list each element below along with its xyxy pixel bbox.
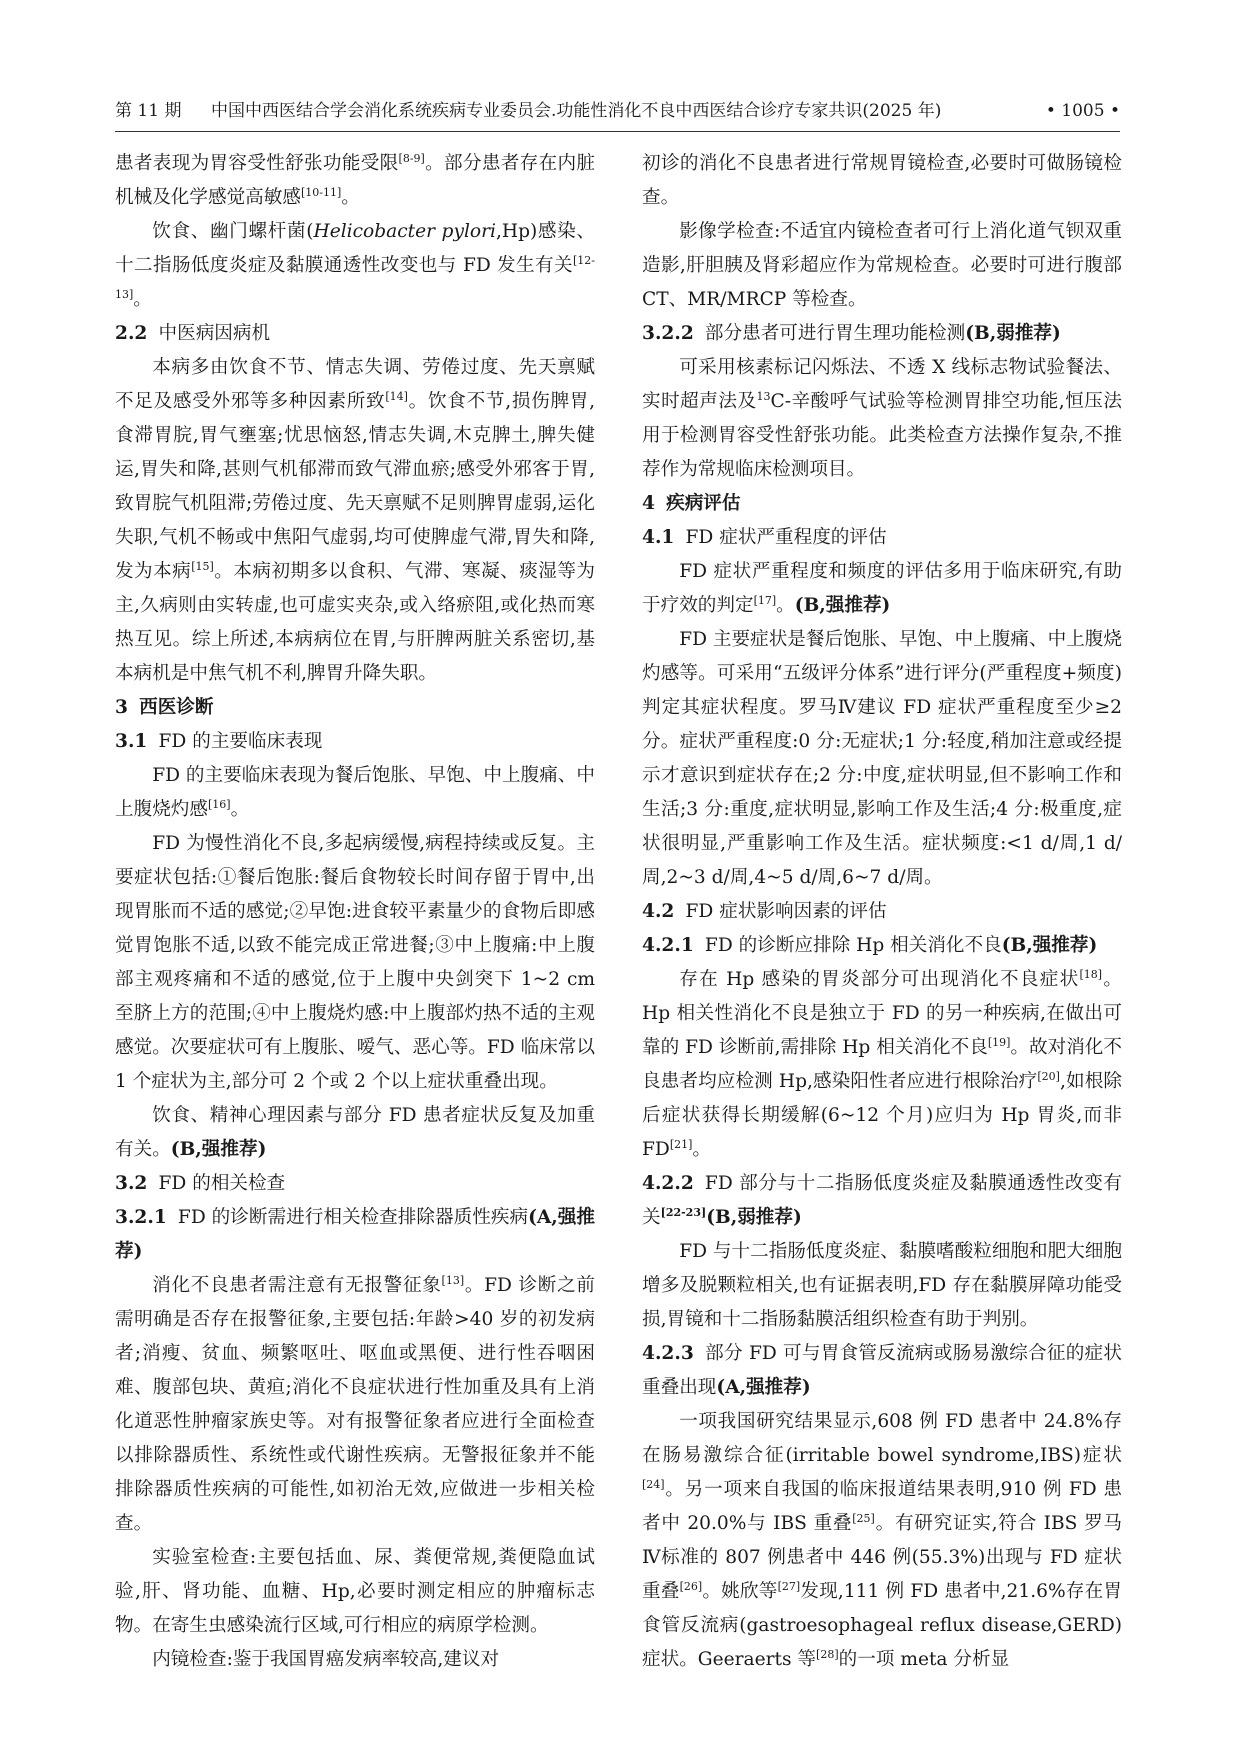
paragraph: 存在 Hp 感染的胃炎部分可出现消化不良症状[18]。Hp 相关性消化不良是独立于 FD 的另一种疾病,在做出可靠的 FD 诊断前,需排除 Hp 相关消化不良[19]。故对消化不良患者均应检测 Hp,感染阳性者应进行根除治疗[20],如根除后症状获得长期缓解(6~12 个月)应归为 Hp 胃炎,而非 FD[21]。 <box>642 968 1122 1160</box>
section-heading: 4.2.1 FD 的诊断应排除 Hp 相关消化不良(B,强推荐) <box>642 935 1098 956</box>
paragraph: FD 症状严重程度和频度的评估多用于临床研究,有助于疗效的判定[17]。(B,强推荐) <box>642 561 1122 616</box>
paragraph: 实验室检查:主要包括血、尿、粪便常规,粪便隐血试验,肝、肾功能、血糖、Hp,必要时测定相应的肿瘤标志物。在寄生虫感染流行区域,可行相应的病原学检测。 <box>115 1547 595 1636</box>
paragraph: 消化不良患者需注意有无报警征象[13]。FD 诊断之前需明确是否存在报警征象,主要包括:年龄>40 岁的初发病者;消瘦、贫血、频繁呕吐、呕血或黑便、进行性吞咽困难、腹部包块、黄疸;消化不良症状进行性加重及具有上消化道恶性肿瘤家族史等。对有报警征象者应进行全面检查以排除器质性、系统性或代谢性疾病。无警报征象并不能排除器质性疾病的可能性,如初治无效,应做进一步相关检查。 <box>115 1274 595 1534</box>
page-number: • 1005 • <box>1045 101 1120 121</box>
paragraph: 本病多由饮食不节、情志失调、劳倦过度、先天禀赋不足及感受外邪等多种因素所致[14]。饮食不节,损伤脾胃,食滞胃脘,胃气壅塞;忧思恼怒,情志失调,木克脾土,脾失健运,胃失和降,甚则气机郁滞而致气滞血瘀;感受外邪客于胃,致胃脘气机阻滞;劳倦过度、先天禀赋不足则脾胃虚弱,运化失职,气机不畅或中焦阳气虚弱,均可使脾虚气滞,胃失和降,发为本病[15]。本病初期多以食积、气滞、寒凝、痰湿等为主,久病则由实转虚,也可虚实夹杂,或入络瘀阻,或化热而寒热互见。综上所述,本病病位在胃,与肝脾两脏关系密切,基本病机是中焦气机不利,脾胃升降失职。 <box>115 357 595 684</box>
paragraph: FD 与十二指肠低度炎症、黏膜嗜酸粒细胞和肥大细胞增多及脱颗粒相关,也有证据表明,FD 存在黏膜屏障功能受损,胃镜和十二指肠黏膜活组织检查有助于判别。 <box>642 1241 1122 1330</box>
section-heading: 3.1 FD 的主要临床表现 <box>115 731 323 752</box>
section-heading: 4 疾病评估 <box>642 493 741 514</box>
paragraph: 患者表现为胃容受性舒张功能受限[8-9]。部分患者存在内脏机械及化学感觉高敏感[10-11]。 <box>115 152 595 208</box>
paragraph: 饮食、精神心理因素与部分 FD 患者症状反复及加重有关。(B,强推荐) <box>115 1105 595 1160</box>
paragraph: FD 的主要临床表现为餐后饱胀、早饱、中上腹痛、中上腹烧灼感[16]。 <box>115 765 595 820</box>
header-rule <box>115 131 1120 132</box>
section-heading: 4.1 FD 症状严重程度的评估 <box>642 527 887 548</box>
paragraph: 饮食、幽门螺杆菌(Helicobacter pylori,Hp)感染、十二指肠低度炎症及黏膜通透性改变也与 FD 发生有关[12-13]。 <box>115 221 595 310</box>
left-column <box>115 147 595 1677</box>
section-heading: 4.2 FD 症状影响因素的评估 <box>642 901 887 922</box>
paragraph: 影像学检查:不适宜内镜检查者可行上消化道气钡双重造影,肝胆胰及肾彩超应作为常规检查。必要时可进行腹部 CT、MR/MRCP 等检查。 <box>642 221 1122 310</box>
section-heading: 3.2.2 部分患者可进行胃生理功能检测(B,弱推荐) <box>642 323 1061 344</box>
paragraph: FD 为慢性消化不良,多起病缓慢,病程持续或反复。主要症状包括:①餐后饱胀:餐后食物较长时间存留于胃中,出现胃胀而不适的感觉;②早饱:进食较平素量少的食物后即感觉胃饱胀不适,以致不能完成正常进餐;③中上腹痛:中上腹部主观疼痛和不适的感觉,位于上腹中央剑突下 1~2 cm 至脐上方的范围;④中上腹烧灼感:中上腹部灼热不适的主观感觉。次要症状可有上腹胀、嗳气、恶心等。FD 临床常以 1 个症状为主,部分可 2 个或 2 个以上症状重叠出现。 <box>115 833 595 1092</box>
section-heading: 3.2 FD 的相关检查 <box>115 1173 286 1194</box>
running-title: 中国中西医结合学会消化系统疾病专业委员会.功能性消化不良中西医结合诊疗专家共识(2025 年) <box>211 101 942 121</box>
paragraph: 内镜检查:鉴于我国胃癌发病率较高,建议对 <box>152 1649 500 1670</box>
paragraph: 一项我国研究结果显示,608 例 FD 患者中 24.8%存在肠易激综合征(irritable bowel syndrome,IBS)症状[24]。另一项来自我国的临床报道结果表明,910 例 FD 患者中 20.0%与 IBS 重叠[25]。有研究证实,符合 IBS 罗马Ⅳ标准的 807 例患者中 446 例(55.3%)出现与 FD 症状重叠[26]。姚欣等[27]发现,111 例 FD 患者中,21.6%存在胃食管反流病(gastroesophageal reflux disease,GERD)症状。Geeraerts 等[28]的一项 meta 分析显 <box>642 1411 1123 1670</box>
paragraph: FD 主要症状是餐后饱胀、早饱、中上腹痛、中上腹烧灼感等。可采用“五级评分体系”进行评分(严重程度+频度)判定其症状程度。罗马Ⅳ建议 FD 症状严重程度至少≥2 分。症状严重程度:0 分:无症状;1 分:轻度,稍加注意或经提示才意识到症状存在;2 分:中度,症状明显,但不影响工作和生活;3 分:重度,症状明显,影响工作及生活;4 分:极重度,症状很明显,严重影响工作及生活。症状频度:<1 d/周,1 d/周,2~3 d/周,4~5 d/周,6~7 d/周。 <box>642 629 1122 888</box>
paragraph: 初诊的消化不良患者进行常规胃镜检查,必要时可做肠镜检查。 <box>642 153 1122 208</box>
right-column <box>642 147 1122 1677</box>
section-heading: 2.2 中医病因病机 <box>115 323 271 344</box>
section-heading: 3.2.1 FD 的诊断需进行相关检查排除器质性疾病(A,强推荐) <box>115 1207 595 1262</box>
section-heading: 3 西医诊断 <box>115 697 214 718</box>
issue-number: 第 11 期 <box>115 101 182 121</box>
section-heading: 4.2.2 FD 部分与十二指肠低度炎症及黏膜通透性改变有关[22-23](B,弱推荐) <box>642 1173 1122 1228</box>
section-heading: 4.2.3 部分 FD 可与胃食管反流病或肠易激综合征的症状重叠出现(A,强推荐) <box>642 1343 1122 1398</box>
paragraph: 可采用核素标记闪烁法、不透 X 线标志物试验餐法、实时超声法及$^{13}$C-辛酸呼气试验等检测胃排空功能,恒压法用于检测胃容受性舒张功能。此类检查方法操作复杂,不推荐作为常规临床检测项目。 <box>642 357 1122 480</box>
running-header <box>115 96 1120 126</box>
